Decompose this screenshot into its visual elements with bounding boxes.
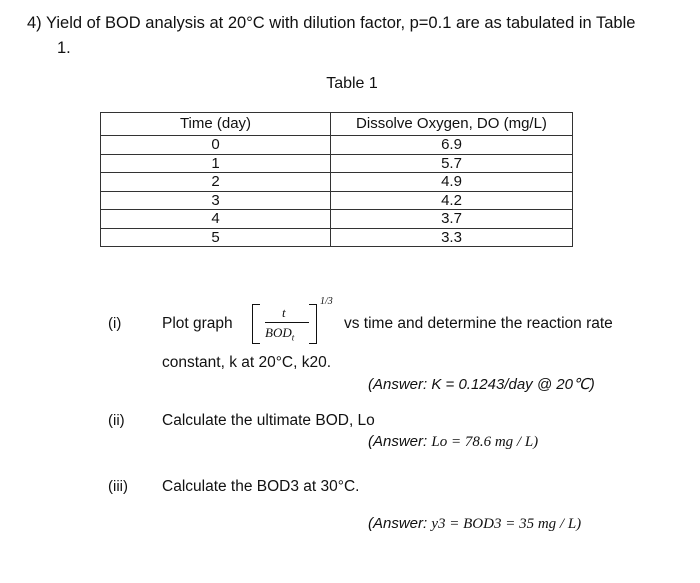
table-header-row xyxy=(101,113,573,136)
part-ii-answer-math: Lo = 78.6 mg / L) xyxy=(431,434,539,450)
table-row xyxy=(101,136,573,155)
part-i-label: (i) xyxy=(108,315,122,332)
cell-do: 3.3 xyxy=(331,228,573,247)
denominator-text: BOD xyxy=(265,325,292,340)
left-bracket xyxy=(252,304,260,344)
exponent: 1/3 xyxy=(320,296,333,307)
part-i-text-before: Plot graph xyxy=(162,315,233,332)
part-iii-text: Calculate the BOD3 at 30°C. xyxy=(162,478,360,495)
question-line-2: 1. xyxy=(57,39,71,57)
denominator-sub: t xyxy=(291,332,295,343)
part-iii-answer xyxy=(368,515,581,533)
header-do: Dissolve Oxygen, DO (mg/L) xyxy=(331,113,573,136)
bod-table xyxy=(100,112,573,247)
cell-time: 4 xyxy=(101,210,331,229)
cell-do: 3.7 xyxy=(331,210,573,229)
part-i-text-after: vs time and determine the reaction rate xyxy=(344,315,613,332)
cell-do: 4.9 xyxy=(331,173,573,192)
cell-time: 3 xyxy=(101,191,331,210)
cell-time: 2 xyxy=(101,173,331,192)
part-ii-label: (ii) xyxy=(108,412,125,429)
fraction-bar xyxy=(265,322,309,323)
part-i-answer: (Answer: K = 0.1243/day @ 20℃) xyxy=(368,376,595,393)
table-title: Table 1 xyxy=(326,75,378,92)
table-row xyxy=(101,173,573,192)
cell-do: 6.9 xyxy=(331,136,573,155)
cell-do: 5.7 xyxy=(331,154,573,173)
question-line-1: 4) Yield of BOD analysis at 20°C with dilution factor, p=0.1 are as tabulated in Table xyxy=(27,14,636,32)
cell-do: 4.2 xyxy=(331,191,573,210)
part-ii-answer-prefix: (Answer: xyxy=(368,433,428,450)
table-row xyxy=(101,154,573,173)
table-row xyxy=(101,210,573,229)
part-iii-answer-prefix: (Answer: xyxy=(368,515,428,532)
header-time: Time (day) xyxy=(101,113,331,136)
fraction-denominator xyxy=(265,325,294,343)
cell-time: 0 xyxy=(101,136,331,155)
part-ii-answer xyxy=(368,433,538,451)
part-i-line-2: constant, k at 20°C, k20. xyxy=(162,354,332,371)
part-ii-text: Calculate the ultimate BOD, Lo xyxy=(162,412,375,429)
fraction-numerator: t xyxy=(282,305,286,320)
cell-time: 1 xyxy=(101,154,331,173)
right-bracket xyxy=(309,304,317,344)
part-i-fraction xyxy=(252,296,342,350)
part-iii-label: (iii) xyxy=(108,478,128,495)
cell-time: 5 xyxy=(101,228,331,247)
part-iii-answer-math: y3 = BOD3 = 35 mg / L) xyxy=(431,516,582,532)
table-row xyxy=(101,191,573,210)
table-row xyxy=(101,228,573,247)
